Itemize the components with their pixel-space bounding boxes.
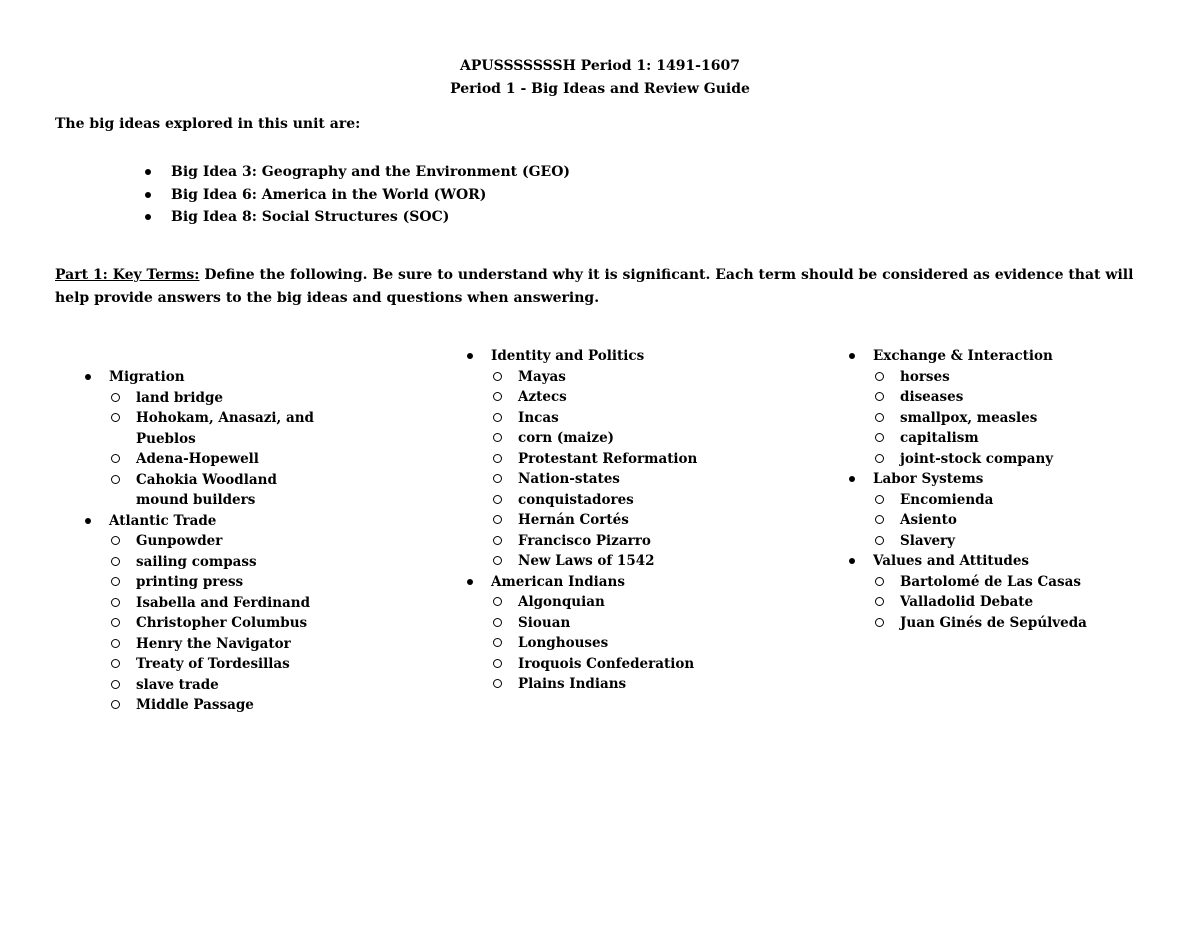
circle-bullet-icon — [875, 618, 884, 627]
term-item — [81, 552, 326, 573]
big-idea-item: Big Idea 8: Social Structures (SOC) — [140, 206, 570, 229]
term-item — [463, 408, 763, 429]
term-item — [463, 592, 763, 613]
term-item — [463, 654, 763, 675]
circle-bullet-icon — [493, 536, 502, 545]
circle-bullet-icon — [493, 556, 502, 565]
part1-instructions — [55, 264, 1135, 310]
big-idea-item: Big Idea 6: America in the World (WOR) — [140, 184, 570, 207]
term-text: Hohokam, Anasazi, and Pueblos — [136, 410, 314, 447]
term-item — [463, 469, 763, 490]
term-list — [81, 388, 381, 511]
term-text: smallpox, measles — [900, 409, 1038, 426]
term-item — [81, 593, 326, 614]
term-item — [463, 613, 763, 634]
circle-bullet-icon — [111, 700, 120, 709]
term-text: Longhouses — [518, 635, 609, 651]
circle-bullet-icon — [493, 454, 502, 463]
circle-bullet-icon — [875, 536, 884, 545]
circle-bullet-icon — [493, 495, 502, 504]
term-item — [463, 633, 763, 654]
circle-bullet-icon — [493, 638, 502, 647]
topic-name: Atlantic Trade — [109, 512, 217, 529]
term-text: conquistadores — [518, 491, 634, 508]
big-idea-item: Big Idea 3: Geography and the Environment (GEO) — [140, 161, 570, 184]
circle-bullet-icon — [493, 679, 502, 688]
term-item — [845, 592, 1145, 613]
circle-bullet-icon — [875, 433, 884, 442]
term-item — [463, 449, 763, 470]
term-text: Bartolomé de Las Casas — [900, 573, 1081, 590]
circle-bullet-icon — [875, 454, 884, 463]
term-item — [81, 675, 326, 696]
term-text: corn (maize) — [518, 430, 615, 446]
circle-bullet-icon — [875, 495, 884, 504]
term-text: Aztecs — [518, 389, 567, 405]
term-text: printing press — [136, 574, 244, 590]
term-text: Iroquois Confederation — [518, 655, 695, 672]
term-text: Henry the Navigator — [136, 635, 291, 652]
term-item — [81, 572, 326, 593]
circle-bullet-icon — [111, 557, 120, 566]
circle-bullet-icon — [493, 515, 502, 524]
circle-bullet-icon — [111, 639, 120, 648]
term-list — [463, 592, 763, 695]
term-item — [463, 674, 763, 695]
circle-bullet-icon — [875, 597, 884, 606]
term-item — [463, 531, 763, 552]
term-text: Protestant Reformation — [518, 450, 698, 467]
term-text: Treaty of Tordesillas — [136, 656, 290, 672]
term-text: Nation-states — [518, 471, 620, 487]
document-title: APUSSSSSSSH Period 1: 1491-1607 — [460, 58, 740, 74]
bullet-icon — [467, 579, 473, 585]
term-text: Algonquian — [518, 594, 605, 610]
circle-bullet-icon — [493, 474, 502, 483]
circle-bullet-icon — [111, 536, 120, 545]
term-text: Valladolid Debate — [900, 594, 1034, 610]
term-text: New Laws of 1542 — [518, 553, 655, 569]
bullet-icon — [85, 374, 91, 380]
topic-name: Migration — [109, 369, 185, 385]
circle-bullet-icon — [111, 598, 120, 607]
bullet-icon — [467, 353, 473, 359]
circle-bullet-icon — [111, 413, 120, 422]
term-item — [463, 387, 763, 408]
topic-name: Exchange & Interaction — [873, 348, 1053, 364]
terms-column-1 — [81, 367, 381, 716]
term-item — [81, 613, 326, 634]
circle-bullet-icon — [875, 577, 884, 586]
term-item — [81, 695, 326, 716]
term-text: Christopher Columbus — [136, 615, 308, 631]
terms-column-3 — [845, 346, 1145, 633]
term-text: joint-stock company — [900, 450, 1054, 467]
circle-bullet-icon — [493, 392, 502, 401]
term-list — [81, 531, 381, 716]
term-text: Incas — [518, 409, 559, 426]
topic-item — [845, 551, 1145, 633]
circle-bullet-icon — [875, 372, 884, 381]
term-list — [463, 367, 763, 572]
term-text: capitalism — [900, 430, 979, 446]
topic-item — [845, 469, 1145, 551]
circle-bullet-icon — [111, 475, 120, 484]
term-item — [845, 510, 1145, 531]
topic-item — [81, 511, 381, 716]
term-item — [463, 367, 763, 388]
term-text: Gunpowder — [136, 533, 223, 549]
term-text: Cahokia Woodland mound builders — [136, 471, 277, 508]
term-item — [81, 388, 326, 409]
topic-item — [463, 572, 763, 695]
term-list — [845, 490, 1145, 552]
bullet-icon — [849, 476, 855, 482]
circle-bullet-icon — [111, 659, 120, 668]
topic-name: Values and Attitudes — [873, 553, 1030, 569]
term-item — [81, 654, 326, 675]
circle-bullet-icon — [493, 372, 502, 381]
term-text: diseases — [900, 389, 964, 405]
topic-name: Identity and Politics — [491, 348, 645, 364]
term-text: Hernán Cortés — [518, 512, 629, 528]
circle-bullet-icon — [875, 515, 884, 524]
term-item — [845, 531, 1145, 552]
term-text: sailing compass — [136, 553, 257, 570]
term-item — [845, 572, 1145, 593]
topic-name: Labor Systems — [873, 471, 984, 487]
term-item — [81, 634, 326, 655]
term-text: Plains Indians — [518, 676, 627, 692]
term-item — [845, 367, 1145, 388]
big-ideas-list — [140, 161, 570, 229]
term-list — [845, 572, 1145, 634]
term-text: Juan Ginés de Sepúlveda — [900, 614, 1087, 631]
bullet-icon — [849, 558, 855, 564]
circle-bullet-icon — [493, 413, 502, 422]
term-item — [463, 490, 763, 511]
term-text: Slavery — [900, 532, 956, 549]
part1-label: Part 1: Key Terms: — [55, 267, 200, 283]
term-text: Middle Passage — [136, 697, 254, 713]
term-text: Mayas — [518, 368, 566, 385]
circle-bullet-icon — [111, 577, 120, 586]
intro-text: The big ideas explored in this unit are: — [55, 116, 361, 132]
circle-bullet-icon — [111, 680, 120, 689]
term-text: Francisco Pizarro — [518, 532, 651, 549]
term-text: Encomienda — [900, 491, 994, 508]
term-text: slave trade — [136, 676, 219, 693]
term-item — [81, 470, 326, 511]
term-list — [845, 367, 1145, 470]
term-item — [845, 408, 1145, 429]
circle-bullet-icon — [875, 413, 884, 422]
part1-text: Define the following. Be sure to understand why it is significant. Each term should be considered as evidence that will help provide answers to the big ideas and questions when answering. — [55, 267, 1134, 306]
term-item — [463, 551, 763, 572]
term-item — [463, 510, 763, 531]
term-item — [81, 449, 326, 470]
term-item — [845, 613, 1145, 634]
term-text: Adena-Hopewell — [136, 451, 259, 467]
term-text: Isabella and Ferdinand — [136, 594, 311, 611]
term-item — [845, 428, 1145, 449]
topic-item — [81, 367, 381, 511]
terms-column-2 — [463, 346, 763, 695]
circle-bullet-icon — [493, 597, 502, 606]
term-text: horses — [900, 368, 950, 385]
term-item — [81, 408, 326, 449]
term-item — [463, 428, 763, 449]
circle-bullet-icon — [111, 454, 120, 463]
term-item — [845, 387, 1145, 408]
topic-name: American Indians — [491, 573, 625, 590]
circle-bullet-icon — [493, 659, 502, 668]
topic-item — [845, 346, 1145, 469]
circle-bullet-icon — [111, 393, 120, 402]
term-item — [81, 531, 326, 552]
bullet-icon — [85, 518, 91, 524]
term-text: Siouan — [518, 614, 571, 631]
circle-bullet-icon — [111, 618, 120, 627]
term-item — [845, 449, 1145, 470]
term-item — [845, 490, 1145, 511]
bullet-icon — [849, 353, 855, 359]
circle-bullet-icon — [875, 392, 884, 401]
circle-bullet-icon — [493, 618, 502, 627]
topic-item — [463, 346, 763, 572]
document-subtitle: Period 1 - Big Ideas and Review Guide — [450, 81, 750, 97]
circle-bullet-icon — [493, 433, 502, 442]
term-text: land bridge — [136, 389, 223, 406]
term-text: Asiento — [900, 512, 957, 528]
